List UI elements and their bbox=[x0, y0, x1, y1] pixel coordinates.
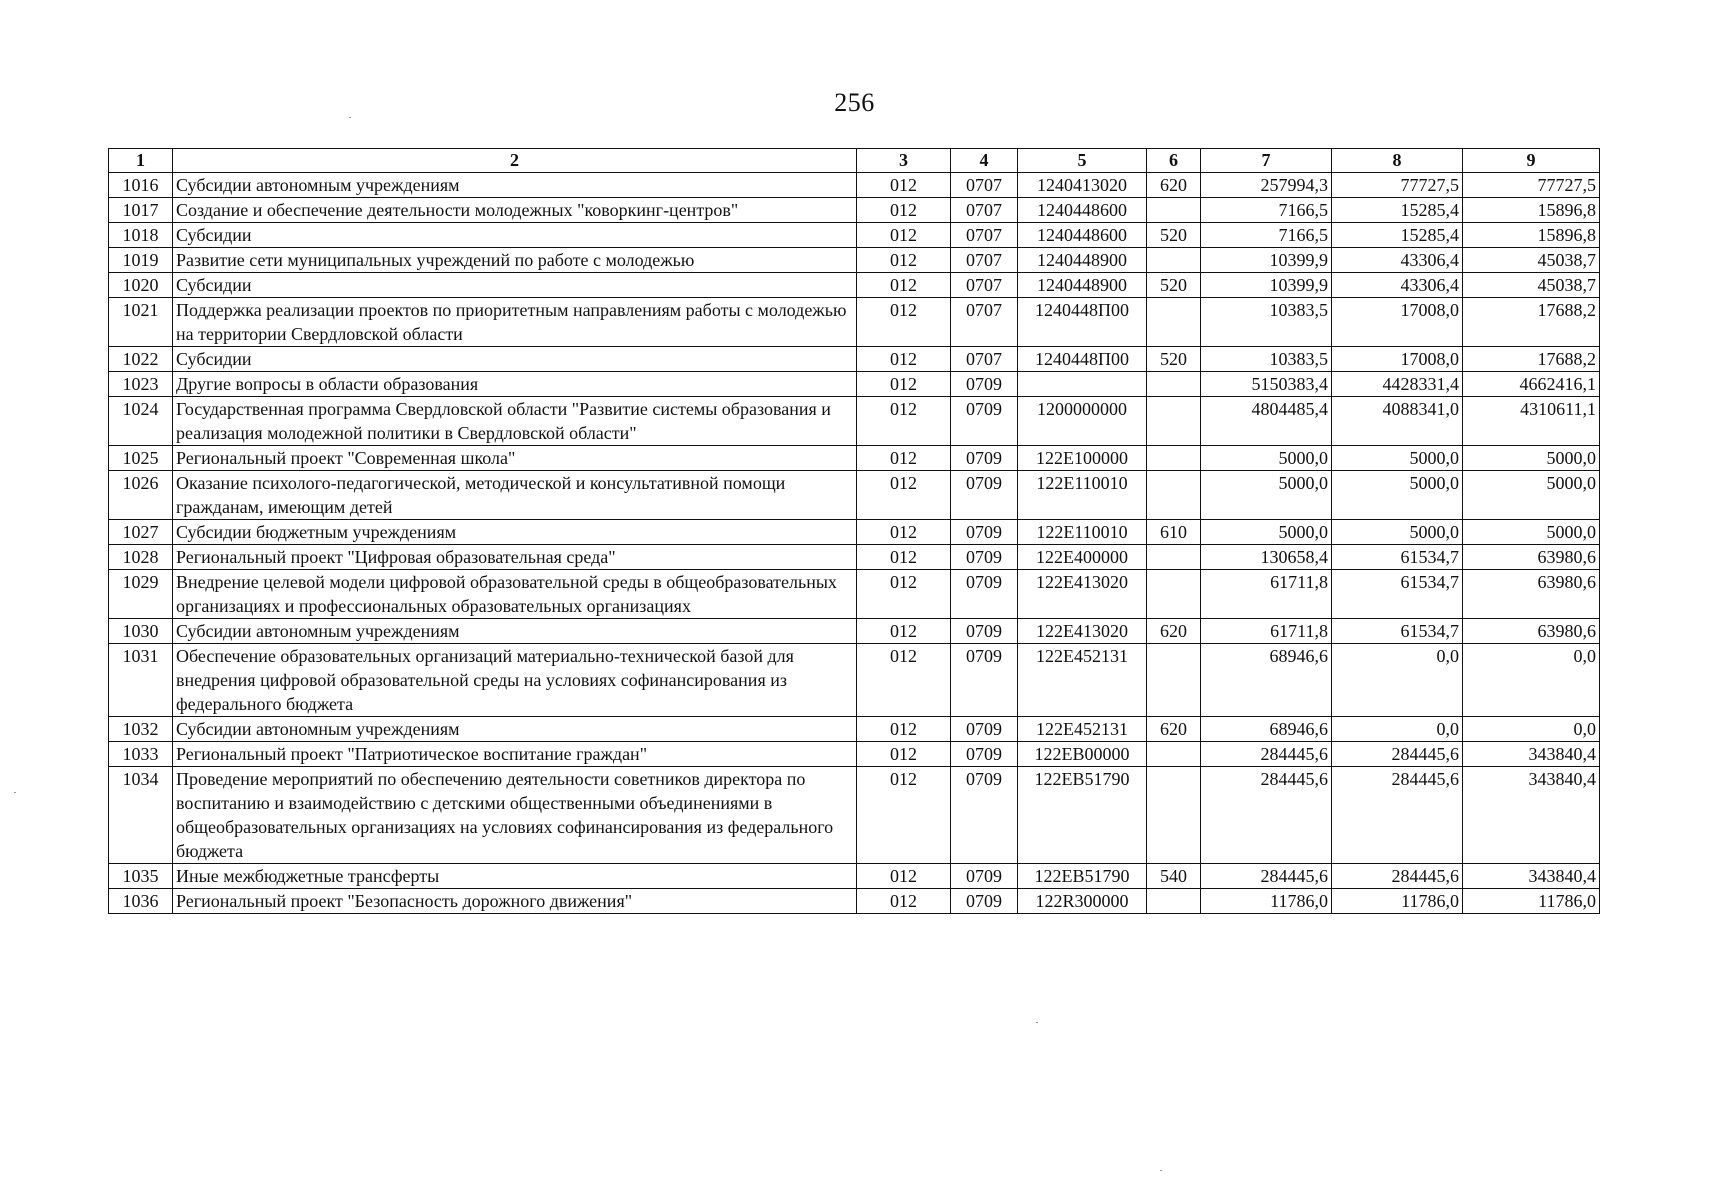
amount-year3-cell: 0,0 bbox=[1463, 717, 1600, 742]
row-number-cell: 1032 bbox=[109, 717, 173, 742]
amount-year1-cell: 10383,5 bbox=[1201, 298, 1332, 347]
ministry-code-cell: 012 bbox=[857, 471, 951, 520]
amount-year3-cell: 45038,7 bbox=[1463, 273, 1600, 298]
section-code-cell: 0709 bbox=[951, 446, 1018, 471]
target-code-cell: 122EB00000 bbox=[1018, 742, 1147, 767]
row-number-cell: 1035 bbox=[109, 864, 173, 889]
amount-year3-cell: 343840,4 bbox=[1463, 767, 1600, 864]
row-number-cell: 1027 bbox=[109, 520, 173, 545]
row-name-cell: Региональный проект "Современная школа" bbox=[173, 446, 857, 471]
expense-type-cell: 620 bbox=[1147, 173, 1201, 198]
amount-year3-cell: 77727,5 bbox=[1463, 173, 1600, 198]
target-code-cell: 1240448600 bbox=[1018, 198, 1147, 223]
amount-year2-cell: 15285,4 bbox=[1332, 198, 1463, 223]
row-name-cell: Региональный проект "Патриотическое воспитание граждан" bbox=[173, 742, 857, 767]
target-code-cell: 1240448П00 bbox=[1018, 347, 1147, 372]
amount-year2-cell: 43306,4 bbox=[1332, 273, 1463, 298]
row-number-cell: 1017 bbox=[109, 198, 173, 223]
row-name-cell: Субсидии bbox=[173, 273, 857, 298]
section-code-cell: 0707 bbox=[951, 223, 1018, 248]
table-row bbox=[109, 520, 1600, 545]
amount-year3-cell: 17688,2 bbox=[1463, 298, 1600, 347]
amount-year3-cell: 4662416,1 bbox=[1463, 372, 1600, 397]
column-header: 7 bbox=[1201, 149, 1332, 173]
table-row bbox=[109, 223, 1600, 248]
table-row bbox=[109, 545, 1600, 570]
page-number: 256 bbox=[834, 88, 875, 117]
amount-year2-cell: 43306,4 bbox=[1332, 248, 1463, 273]
amount-year2-cell: 77727,5 bbox=[1332, 173, 1463, 198]
amount-year1-cell: 61711,8 bbox=[1201, 570, 1332, 619]
amount-year1-cell: 5000,0 bbox=[1201, 446, 1332, 471]
amount-year1-cell: 11786,0 bbox=[1201, 889, 1332, 914]
section-code-cell: 0709 bbox=[951, 619, 1018, 644]
section-code-cell: 0709 bbox=[951, 372, 1018, 397]
amount-year2-cell: 4088341,0 bbox=[1332, 397, 1463, 446]
amount-year1-cell: 7166,5 bbox=[1201, 198, 1332, 223]
amount-year3-cell: 63980,6 bbox=[1463, 545, 1600, 570]
expense-type-cell bbox=[1147, 545, 1201, 570]
expense-type-cell: 520 bbox=[1147, 273, 1201, 298]
amount-year3-cell: 343840,4 bbox=[1463, 864, 1600, 889]
amount-year3-cell: 45038,7 bbox=[1463, 248, 1600, 273]
target-code-cell: 1240448600 bbox=[1018, 223, 1147, 248]
scan-speck bbox=[1036, 1022, 1038, 1023]
target-code-cell: 122EB51790 bbox=[1018, 864, 1147, 889]
target-code-cell: 122E110010 bbox=[1018, 471, 1147, 520]
amount-year1-cell: 5150383,4 bbox=[1201, 372, 1332, 397]
ministry-code-cell: 012 bbox=[857, 372, 951, 397]
column-header: 2 bbox=[173, 149, 857, 173]
target-code-cell: 1240448П00 bbox=[1018, 298, 1147, 347]
amount-year2-cell: 284445,6 bbox=[1332, 864, 1463, 889]
section-code-cell: 0707 bbox=[951, 248, 1018, 273]
table-row bbox=[109, 742, 1600, 767]
amount-year2-cell: 17008,0 bbox=[1332, 347, 1463, 372]
section-code-cell: 0707 bbox=[951, 273, 1018, 298]
row-name-cell: Иные межбюджетные трансферты bbox=[173, 864, 857, 889]
expense-type-cell bbox=[1147, 298, 1201, 347]
expense-type-cell bbox=[1147, 742, 1201, 767]
section-code-cell: 0709 bbox=[951, 545, 1018, 570]
table-row bbox=[109, 248, 1600, 273]
row-number-cell: 1026 bbox=[109, 471, 173, 520]
amount-year1-cell: 284445,6 bbox=[1201, 767, 1332, 864]
expense-type-cell bbox=[1147, 767, 1201, 864]
row-name-cell: Государственная программа Свердловской области "Развитие системы образования и реализация молодежной политики в Свердловской области" bbox=[173, 397, 857, 446]
amount-year2-cell: 0,0 bbox=[1332, 644, 1463, 717]
expense-type-cell: 610 bbox=[1147, 520, 1201, 545]
target-code-cell: 1240448900 bbox=[1018, 248, 1147, 273]
section-code-cell: 0709 bbox=[951, 717, 1018, 742]
table-row bbox=[109, 446, 1600, 471]
amount-year3-cell: 15896,8 bbox=[1463, 223, 1600, 248]
column-header: 5 bbox=[1018, 149, 1147, 173]
table-body bbox=[109, 173, 1600, 914]
expense-type-cell: 520 bbox=[1147, 223, 1201, 248]
amount-year1-cell: 68946,6 bbox=[1201, 717, 1332, 742]
row-number-cell: 1019 bbox=[109, 248, 173, 273]
amount-year2-cell: 61534,7 bbox=[1332, 619, 1463, 644]
ministry-code-cell: 012 bbox=[857, 397, 951, 446]
row-name-cell: Субсидии автономным учреждениям bbox=[173, 173, 857, 198]
row-name-cell: Проведение мероприятий по обеспечению деятельности советников директора по воспитанию и взаимодействию с детскими общественными объединениями в общеобразовательных организациях на условиях софинансирования из федерального бюджета bbox=[173, 767, 857, 864]
amount-year3-cell: 11786,0 bbox=[1463, 889, 1600, 914]
table-row bbox=[109, 644, 1600, 717]
row-name-cell: Поддержка реализации проектов по приоритетным направлениям работы с молодежью на территории Свердловской области bbox=[173, 298, 857, 347]
amount-year3-cell: 4310611,1 bbox=[1463, 397, 1600, 446]
row-name-cell: Субсидии bbox=[173, 347, 857, 372]
ministry-code-cell: 012 bbox=[857, 273, 951, 298]
table-row bbox=[109, 273, 1600, 298]
amount-year1-cell: 284445,6 bbox=[1201, 864, 1332, 889]
section-code-cell: 0707 bbox=[951, 198, 1018, 223]
expense-type-cell: 520 bbox=[1147, 347, 1201, 372]
expense-type-cell bbox=[1147, 446, 1201, 471]
expense-type-cell bbox=[1147, 397, 1201, 446]
section-code-cell: 0709 bbox=[951, 889, 1018, 914]
expense-type-cell: 540 bbox=[1147, 864, 1201, 889]
row-number-cell: 1030 bbox=[109, 619, 173, 644]
ministry-code-cell: 012 bbox=[857, 298, 951, 347]
ministry-code-cell: 012 bbox=[857, 717, 951, 742]
target-code-cell: 122E413020 bbox=[1018, 619, 1147, 644]
amount-year3-cell: 15896,8 bbox=[1463, 198, 1600, 223]
section-code-cell: 0709 bbox=[951, 570, 1018, 619]
amount-year1-cell: 7166,5 bbox=[1201, 223, 1332, 248]
column-header: 1 bbox=[109, 149, 173, 173]
table-row bbox=[109, 372, 1600, 397]
section-code-cell: 0707 bbox=[951, 298, 1018, 347]
expense-type-cell: 620 bbox=[1147, 717, 1201, 742]
table-row bbox=[109, 298, 1600, 347]
ministry-code-cell: 012 bbox=[857, 520, 951, 545]
ministry-code-cell: 012 bbox=[857, 889, 951, 914]
amount-year2-cell: 5000,0 bbox=[1332, 446, 1463, 471]
table-row bbox=[109, 619, 1600, 644]
row-number-cell: 1018 bbox=[109, 223, 173, 248]
amount-year2-cell: 5000,0 bbox=[1332, 520, 1463, 545]
amount-year2-cell: 61534,7 bbox=[1332, 545, 1463, 570]
target-code-cell: 1240448900 bbox=[1018, 273, 1147, 298]
amount-year2-cell: 61534,7 bbox=[1332, 570, 1463, 619]
row-name-cell: Оказание психолого-педагогической, методической и консультативной помощи гражданам, имеющим детей bbox=[173, 471, 857, 520]
section-code-cell: 0709 bbox=[951, 520, 1018, 545]
row-number-cell: 1024 bbox=[109, 397, 173, 446]
row-name-cell: Внедрение целевой модели цифровой образовательной среды в общеобразовательных организациях и профессиональных образовательных организациях bbox=[173, 570, 857, 619]
target-code-cell: 1200000000 bbox=[1018, 397, 1147, 446]
column-header: 4 bbox=[951, 149, 1018, 173]
ministry-code-cell: 012 bbox=[857, 619, 951, 644]
section-code-cell: 0709 bbox=[951, 397, 1018, 446]
target-code-cell: 122EB51790 bbox=[1018, 767, 1147, 864]
row-name-cell: Субсидии bbox=[173, 223, 857, 248]
amount-year1-cell: 10399,9 bbox=[1201, 248, 1332, 273]
target-code-cell: 122E413020 bbox=[1018, 570, 1147, 619]
amount-year3-cell: 5000,0 bbox=[1463, 446, 1600, 471]
row-name-cell: Создание и обеспечение деятельности молодежных "коворкинг-центров" bbox=[173, 198, 857, 223]
amount-year1-cell: 5000,0 bbox=[1201, 471, 1332, 520]
expense-type-cell bbox=[1147, 644, 1201, 717]
row-name-cell: Субсидии бюджетным учреждениям bbox=[173, 520, 857, 545]
amount-year1-cell: 10399,9 bbox=[1201, 273, 1332, 298]
row-number-cell: 1033 bbox=[109, 742, 173, 767]
amount-year3-cell: 17688,2 bbox=[1463, 347, 1600, 372]
amount-year3-cell: 343840,4 bbox=[1463, 742, 1600, 767]
ministry-code-cell: 012 bbox=[857, 767, 951, 864]
target-code-cell: 1240413020 bbox=[1018, 173, 1147, 198]
ministry-code-cell: 012 bbox=[857, 644, 951, 717]
table-row bbox=[109, 471, 1600, 520]
amount-year2-cell: 0,0 bbox=[1332, 717, 1463, 742]
target-code-cell: 122E400000 bbox=[1018, 545, 1147, 570]
row-number-cell: 1025 bbox=[109, 446, 173, 471]
target-code-cell: 122E100000 bbox=[1018, 446, 1147, 471]
expense-type-cell bbox=[1147, 889, 1201, 914]
ministry-code-cell: 012 bbox=[857, 545, 951, 570]
amount-year1-cell: 4804485,4 bbox=[1201, 397, 1332, 446]
amount-year2-cell: 15285,4 bbox=[1332, 223, 1463, 248]
row-name-cell: Другие вопросы в области образования bbox=[173, 372, 857, 397]
amount-year3-cell: 63980,6 bbox=[1463, 619, 1600, 644]
amount-year2-cell: 4428331,4 bbox=[1332, 372, 1463, 397]
column-header: 3 bbox=[857, 149, 951, 173]
amount-year3-cell: 63980,6 bbox=[1463, 570, 1600, 619]
ministry-code-cell: 012 bbox=[857, 173, 951, 198]
amount-year1-cell: 61711,8 bbox=[1201, 619, 1332, 644]
expense-type-cell bbox=[1147, 372, 1201, 397]
table-row bbox=[109, 889, 1600, 914]
row-number-cell: 1021 bbox=[109, 298, 173, 347]
target-code-cell bbox=[1018, 372, 1147, 397]
expense-type-cell: 620 bbox=[1147, 619, 1201, 644]
row-number-cell: 1023 bbox=[109, 372, 173, 397]
section-code-cell: 0709 bbox=[951, 864, 1018, 889]
ministry-code-cell: 012 bbox=[857, 742, 951, 767]
ministry-code-cell: 012 bbox=[857, 446, 951, 471]
table-row bbox=[109, 767, 1600, 864]
row-name-cell: Региональный проект "Безопасность дорожного движения" bbox=[173, 889, 857, 914]
row-number-cell: 1031 bbox=[109, 644, 173, 717]
row-number-cell: 1016 bbox=[109, 173, 173, 198]
row-number-cell: 1028 bbox=[109, 545, 173, 570]
ministry-code-cell: 012 bbox=[857, 570, 951, 619]
amount-year2-cell: 17008,0 bbox=[1332, 298, 1463, 347]
amount-year1-cell: 257994,3 bbox=[1201, 173, 1332, 198]
row-number-cell: 1020 bbox=[109, 273, 173, 298]
row-name-cell: Региональный проект "Цифровая образовательная среда" bbox=[173, 545, 857, 570]
ministry-code-cell: 012 bbox=[857, 248, 951, 273]
ministry-code-cell: 012 bbox=[857, 223, 951, 248]
expense-type-cell bbox=[1147, 471, 1201, 520]
expense-type-cell bbox=[1147, 198, 1201, 223]
row-name-cell: Субсидии автономным учреждениям bbox=[173, 619, 857, 644]
expense-type-cell bbox=[1147, 570, 1201, 619]
header-row bbox=[109, 149, 1600, 173]
amount-year2-cell: 5000,0 bbox=[1332, 471, 1463, 520]
row-name-cell: Субсидии автономным учреждениям bbox=[173, 717, 857, 742]
amount-year1-cell: 130658,4 bbox=[1201, 545, 1332, 570]
scan-speck bbox=[1160, 1170, 1162, 1171]
amount-year3-cell: 5000,0 bbox=[1463, 471, 1600, 520]
table-row bbox=[109, 198, 1600, 223]
row-name-cell: Обеспечение образовательных организаций материально-технической базой для внедрения цифровой образовательной среды на условиях софинансирования из федерального бюджета bbox=[173, 644, 857, 717]
section-code-cell: 0707 bbox=[951, 347, 1018, 372]
ministry-code-cell: 012 bbox=[857, 198, 951, 223]
amount-year2-cell: 284445,6 bbox=[1332, 767, 1463, 864]
row-name-cell: Развитие сети муниципальных учреждений по работе с молодежью bbox=[173, 248, 857, 273]
target-code-cell: 122E452131 bbox=[1018, 717, 1147, 742]
ministry-code-cell: 012 bbox=[857, 347, 951, 372]
table-row bbox=[109, 717, 1600, 742]
row-number-cell: 1029 bbox=[109, 570, 173, 619]
target-code-cell: 122R300000 bbox=[1018, 889, 1147, 914]
amount-year1-cell: 5000,0 bbox=[1201, 520, 1332, 545]
table-row bbox=[109, 570, 1600, 619]
table-row bbox=[109, 173, 1600, 198]
scan-speck bbox=[14, 792, 16, 793]
row-number-cell: 1022 bbox=[109, 347, 173, 372]
target-code-cell: 122E110010 bbox=[1018, 520, 1147, 545]
table-row bbox=[109, 864, 1600, 889]
amount-year3-cell: 0,0 bbox=[1463, 644, 1600, 717]
amount-year3-cell: 5000,0 bbox=[1463, 520, 1600, 545]
row-number-cell: 1036 bbox=[109, 889, 173, 914]
budget-table bbox=[108, 148, 1600, 914]
section-code-cell: 0709 bbox=[951, 742, 1018, 767]
amount-year1-cell: 68946,6 bbox=[1201, 644, 1332, 717]
amount-year1-cell: 10383,5 bbox=[1201, 347, 1332, 372]
table-row bbox=[109, 347, 1600, 372]
column-header: 8 bbox=[1332, 149, 1463, 173]
amount-year2-cell: 284445,6 bbox=[1332, 742, 1463, 767]
column-header: 9 bbox=[1463, 149, 1600, 173]
table-row bbox=[109, 397, 1600, 446]
section-code-cell: 0709 bbox=[951, 644, 1018, 717]
target-code-cell: 122E452131 bbox=[1018, 644, 1147, 717]
amount-year1-cell: 284445,6 bbox=[1201, 742, 1332, 767]
section-code-cell: 0709 bbox=[951, 471, 1018, 520]
section-code-cell: 0707 bbox=[951, 173, 1018, 198]
expense-type-cell bbox=[1147, 248, 1201, 273]
ministry-code-cell: 012 bbox=[857, 864, 951, 889]
amount-year2-cell: 11786,0 bbox=[1332, 889, 1463, 914]
scan-speck bbox=[349, 117, 351, 118]
row-number-cell: 1034 bbox=[109, 767, 173, 864]
column-header: 6 bbox=[1147, 149, 1201, 173]
section-code-cell: 0709 bbox=[951, 767, 1018, 864]
